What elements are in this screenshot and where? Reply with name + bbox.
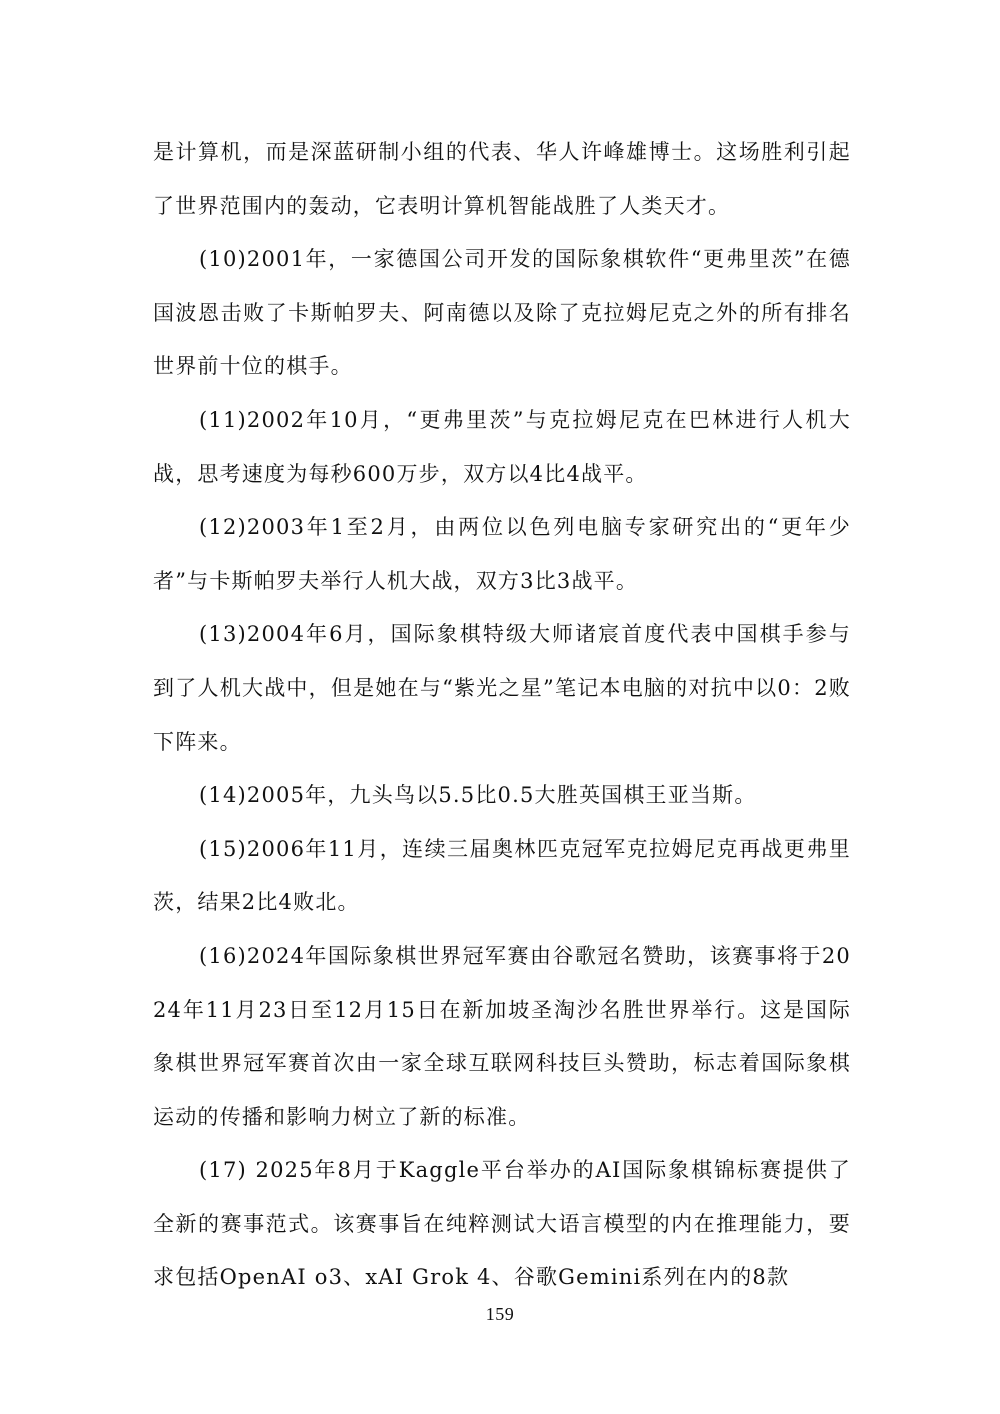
paragraph-item-13: (13)2004年6月，国际象棋特级大师诸宸首度代表中国棋手参与到了人机大战中，但是她在与“紫光之星”笔记本电脑的对抗中以0：2败下阵来。 xyxy=(153,622,851,754)
paragraph-item-12: (12)2003年1至2月，由两位以色列电脑专家研究出的“更年少者”与卡斯帕罗夫举行人机大战，双方3比3战平。 xyxy=(153,515,851,593)
paragraph-item-11: (11)2002年10月，“更弗里茨”与克拉姆尼克在巴林进行人机大战，思考速度为每秒600万步，双方以4比4战平。 xyxy=(153,407,851,486)
paragraph-item-14: (14)2005年，九头鸟以5.5比0.5大胜英国棋王亚当斯。 xyxy=(199,783,757,808)
paragraph-item-10: (10)2001年，一家德国公司开发的国际象棋软件“更弗里茨”在德国波恩击败了卡斯帕罗夫、阿南德以及除了克拉姆尼克之外的所有排名世界前十位的棋手。 xyxy=(153,247,851,379)
page-number: 159 xyxy=(485,1304,515,1324)
paragraph-item-17: (17) 2025年8月于Kaggle平台举办的AI国际象棋锦标赛提供了全新的赛事范式。该赛事旨在纯粹测试大语言模型的内在推理能力，要求包括OpenAI o3、xAI Grok 4、谷歌Gemini系列在内的8款 xyxy=(153,1158,851,1290)
paragraph-item-16: (16)2024年国际象棋世界冠军赛由谷歌冠名赞助，该赛事将于2024年11月23日至12月15日在新加坡圣淘沙名胜世界举行。这是国际象棋世界冠军赛首次由一家全球互联网科技巨头赞助，标志着国际象棋运动的传播和影响力树立了新的标准。 xyxy=(153,943,851,1129)
text-body xyxy=(153,126,851,1305)
paragraph-continued: 是计算机，而是深蓝研制小组的代表、华人许峰雄博士。这场胜利引起了世界范围内的轰动，它表明计算机智能战胜了人类天才。 xyxy=(153,140,851,218)
paragraph-item-15: (15)2006年11月，连续三届奥林匹克冠军克拉姆尼克再战更弗里茨，结果2比4败北。 xyxy=(153,836,851,915)
